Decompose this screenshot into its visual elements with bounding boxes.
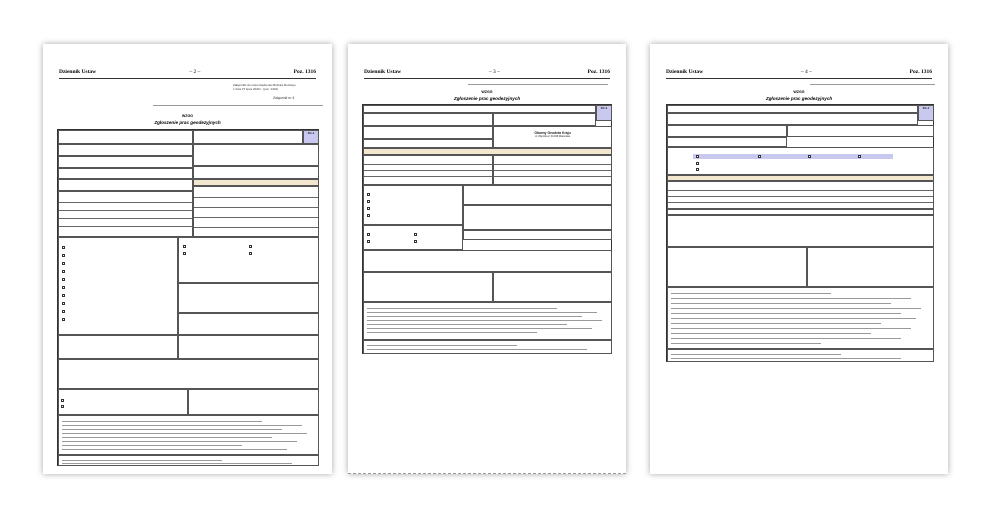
- form-code-box: ZG-1: [303, 130, 319, 144]
- form-field: [493, 272, 612, 302]
- form-field: [363, 113, 493, 126]
- document-page-3: [650, 44, 948, 474]
- text-line: [153, 105, 323, 106]
- regulation-note: Załączniki do rozporządzenia Ministra Rozwoju z dnia 27 lipca 2020 r. (poz. 1316): [233, 83, 296, 91]
- form-field: [178, 283, 319, 313]
- position-number: Poz. 1316: [587, 69, 610, 75]
- position-number: Poz. 1316: [909, 69, 932, 75]
- form-field: [363, 139, 493, 148]
- annex-label: Załącznik nr 4: [273, 96, 295, 100]
- instructions-block: [363, 340, 612, 354]
- checkbox-group: [667, 147, 934, 175]
- table-block: [493, 155, 612, 185]
- form-field: [58, 335, 178, 359]
- form-field: [58, 168, 193, 179]
- document-page-2: [348, 44, 626, 474]
- form-field: [193, 130, 303, 144]
- form-field: [363, 250, 612, 272]
- highlighted-field: [193, 179, 319, 186]
- table-block: [193, 186, 319, 237]
- page-separator: [348, 473, 626, 474]
- highlighted-field: [363, 148, 612, 155]
- form-field: [363, 126, 493, 139]
- form-field: [178, 335, 319, 359]
- addressee-address: ul. Wspólna 2, 00-926 Warszawa: [535, 134, 570, 138]
- form-code-box: ZG-1: [596, 105, 612, 121]
- form-code: WZGG: [793, 90, 805, 94]
- instructions-block: [58, 455, 319, 466]
- form-field: [667, 247, 807, 287]
- form-field: [178, 313, 319, 335]
- form-field: [188, 389, 319, 415]
- form-field: [58, 156, 193, 168]
- checkbox-group: [363, 225, 463, 250]
- page-number: – 4 –: [800, 69, 812, 75]
- text-line: [810, 84, 935, 85]
- journal-name: Dziennik Ustaw: [59, 69, 97, 75]
- page-header: [666, 69, 932, 79]
- text-line: [468, 84, 608, 85]
- explanations-block: [667, 287, 934, 349]
- form-field: [193, 144, 319, 166]
- highlighted-field: [693, 154, 893, 159]
- journal-name: Dziennik Ustaw: [364, 69, 402, 75]
- form-title: Zgłoszenie prac geodezyjnych: [154, 120, 221, 125]
- form-code: WZGG: [181, 114, 194, 118]
- form-field: [363, 272, 493, 302]
- page-number: – 3 –: [488, 69, 500, 75]
- form-field: [667, 105, 918, 113]
- form-field: [363, 105, 596, 113]
- explanations-block: [58, 415, 319, 455]
- checkbox-list: [58, 237, 178, 335]
- journal-name: Dziennik Ustaw: [666, 69, 704, 75]
- form-field: [667, 215, 934, 247]
- addressee-box: [493, 126, 612, 148]
- form-field: [193, 166, 319, 179]
- position-number: Poz. 1316: [293, 69, 316, 75]
- form-frame: [362, 104, 612, 354]
- form-field: [58, 130, 193, 144]
- table-block: [667, 181, 934, 209]
- form-field: [787, 125, 934, 137]
- checkbox-group: [178, 237, 319, 283]
- form-field: [58, 359, 319, 389]
- page-header: [59, 69, 316, 79]
- form-title: Zgłoszenie prac geodezyjnych: [765, 96, 833, 101]
- form-code: WZGG: [481, 90, 493, 94]
- form-field: [463, 205, 612, 230]
- form-field: [463, 230, 612, 240]
- checkbox-list: [363, 185, 463, 225]
- form-field: [58, 144, 193, 156]
- table-block: [363, 155, 493, 185]
- form-code-box: ZG-1: [918, 105, 934, 121]
- form-frame: [57, 129, 319, 466]
- form-field: [58, 179, 193, 191]
- form-field: [667, 137, 787, 147]
- form-field: [807, 247, 934, 287]
- page-header: [364, 69, 610, 79]
- form-title: Zgłoszenie prac geodezyjnych: [453, 96, 521, 101]
- explanations-block: [363, 302, 612, 340]
- page-number: – 2 –: [189, 69, 201, 75]
- form-field: [493, 113, 596, 126]
- addressee-name: Główny Geodeta Kraju: [534, 130, 571, 135]
- form-frame: [666, 104, 934, 362]
- form-field: [463, 185, 612, 205]
- form-field: [667, 113, 918, 125]
- document-page-1: [43, 44, 332, 474]
- form-field: [58, 389, 188, 415]
- instructions-block: [667, 349, 934, 362]
- table-block: [58, 191, 193, 237]
- form-field: [667, 125, 787, 137]
